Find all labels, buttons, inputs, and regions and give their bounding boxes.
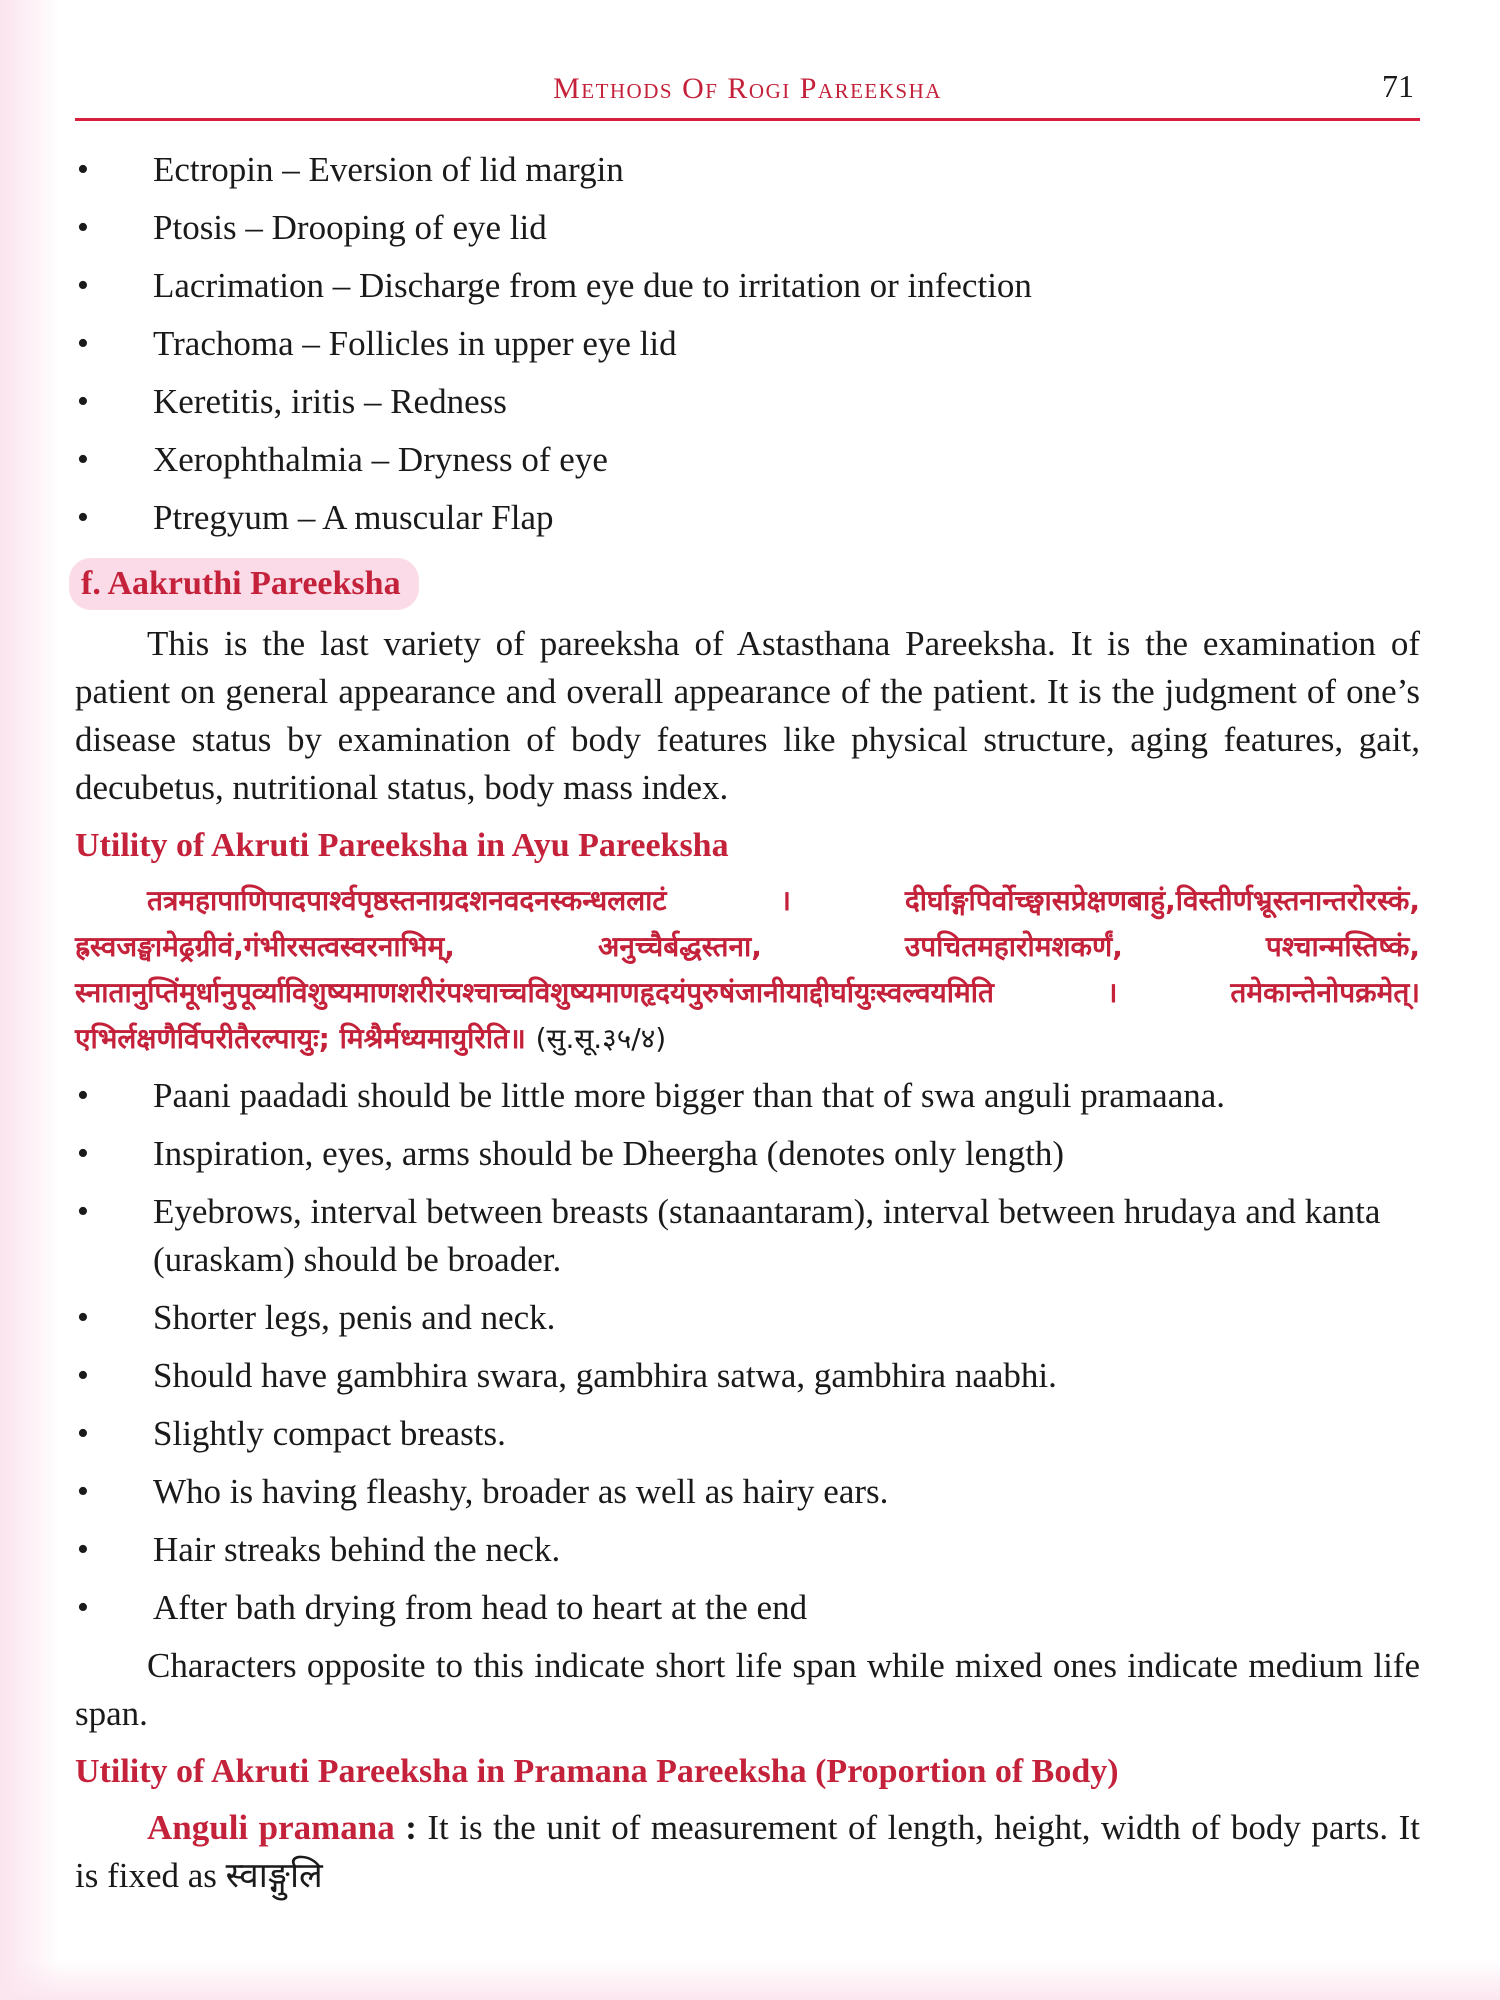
anguli-pramana-paragraph <box>75 1804 1420 1900</box>
list-item: • Xerophthalmia – Dryness of eye <box>75 436 1420 484</box>
list-item: • Hair streaks behind the neck. <box>75 1526 1420 1574</box>
ayu-closing-paragraph: Characters opposite to this indicate short life span while mixed ones indicate medium life span. <box>75 1646 1420 1733</box>
page-edge-shadow <box>0 0 60 2000</box>
list-item: • Inspiration, eyes, arms should be Dheergha (denotes only length) <box>75 1130 1420 1178</box>
sanskrit-text: तत्रमहापाणिपादपार्श्वपृष्ठस्तनाग्रदशनवदनस्कन्धललाटं । दीर्घाङ्गपिर्वोच्छ्वासप्रेक्षणबाहुं,विस्तीर्णभ्रूस्तनान्तरोरस्कं, ह्रस्वजङ्घामेढ्रग्रीवं,गंभीरसत्वस्वरनाभिम्, अनुच्चैर्बद्धस्तना, उपचितमहारोमशकर्णं, पश्चान्मस्तिष्कं, स्नातानुप्तिंमूर्धानुपूर्व्याविशुष्यमाणशरीरंपश्चाच्चविशुष्यमाणहृदयंपुरुषंजानीयाद्दीर्घायुःस्वल्वयमिति । तमेकान्तेनोपक्रमेत्। एभिर्लक्षणैर्विपरीतैरल्पायुः; मिश्रैर्मध्यमायुरिति॥ <box>75 884 1420 1055</box>
verse-reference: (सु.सू.३५/४) <box>535 1022 667 1055</box>
running-title: Methods Of Rogi Pareeksha <box>553 72 942 105</box>
anguli-pramana-text: It is the unit of measurement of length, height, width of body parts. It is fixed as स्वाङ्गुलि <box>75 1808 1420 1895</box>
list-item: • Shorter legs, penis and neck. <box>75 1294 1420 1342</box>
list-item: • Ectropin – Eversion of lid margin <box>75 146 1420 194</box>
aakruthi-paragraph: This is the last variety of pareeksha of Astasthana Pareeksha. It is the examination of patient on general appearance and overall appearance of the patient. It is the judgment of one’s disease status by examination of body features like physical structure, aging features, gait, decubetus, nutritional status, body mass index. <box>75 624 1420 807</box>
page-header <box>75 62 1420 121</box>
list-item: • Slightly compact breasts. <box>75 1410 1420 1458</box>
list-item: • Paani paadadi should be little more bigger than that of swa anguli pramaana. <box>75 1072 1420 1120</box>
sanskrit-verse <box>75 878 1420 1062</box>
page-bottom-fade <box>0 1960 1500 2000</box>
list-item: • Trachoma – Follicles in upper eye lid <box>75 320 1420 368</box>
list-item: • Ptosis – Drooping of eye lid <box>75 204 1420 252</box>
ayu-heading: Utility of Akruti Pareeksha in Ayu Pareeksha <box>75 827 729 864</box>
page-content <box>75 146 1420 1910</box>
pramana-heading: Utility of Akruti Pareeksha in Pramana Pareeksha (Proportion of Body) <box>75 1753 1119 1790</box>
list-item: • Eyebrows, interval between breasts (stanaantaram), interval between hrudaya and kanta (uraskam) should be broader. <box>75 1188 1420 1284</box>
anguli-pramana-term: Anguli pramana <box>147 1808 395 1847</box>
eye-signs-list <box>75 146 1420 542</box>
list-item: • Lacrimation – Discharge from eye due to irritation or infection <box>75 262 1420 310</box>
list-item: • Should have gambhira swara, gambhira satwa, gambhira naabhi. <box>75 1352 1420 1400</box>
list-item: • After bath drying from head to heart at the end <box>75 1584 1420 1632</box>
term-colon: : <box>394 1808 417 1847</box>
ayu-bullets-list <box>75 1072 1420 1632</box>
aakruthi-heading: f. Aakruthi Pareeksha <box>69 558 419 610</box>
list-item: • Ptregyum – A muscular Flap <box>75 494 1420 542</box>
list-item: • Who is having fleashy, broader as well as hairy ears. <box>75 1468 1420 1516</box>
list-item: • Keretitis, iritis – Redness <box>75 378 1420 426</box>
page-number: 71 <box>1382 68 1414 104</box>
